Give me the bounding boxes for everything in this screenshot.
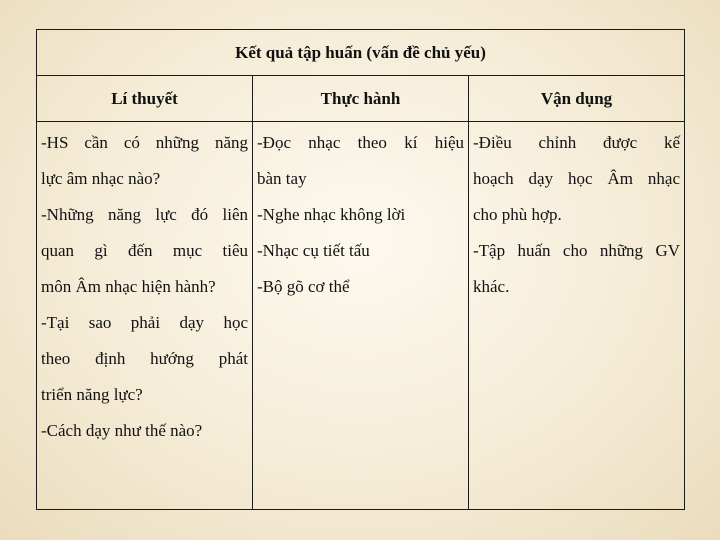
cell-text-line: -Điều chỉnh được kế — [473, 133, 680, 152]
cell-text-line: -Tập huấn cho những GV — [473, 241, 680, 260]
cell-text-line: quan gì đến mục tiêu — [41, 241, 248, 260]
cell-text-line: môn Âm nhạc hiện hành? — [41, 277, 216, 296]
cell-text-line: lực âm nhạc nào? — [41, 169, 161, 188]
practice-cell — [253, 122, 469, 510]
cell-text-line: -Nhạc cụ tiết tấu — [257, 241, 370, 260]
summary-table — [36, 29, 685, 510]
title-row — [37, 30, 685, 76]
theory-cell — [37, 122, 253, 510]
cell-text-line: -Cách dạy như thế nào? — [41, 421, 203, 440]
table-title: Kết quả tập huấn (vấn đề chủ yếu) — [37, 30, 685, 76]
header-row — [37, 76, 685, 122]
application-cell — [469, 122, 685, 510]
header-application: Vận dụng — [469, 76, 685, 122]
cell-text-line: hoạch dạy học Âm nhạc — [473, 169, 680, 188]
cell-text-line: theo định hướng phát — [41, 349, 248, 368]
cell-text-line: -Tại sao phải dạy học — [41, 313, 248, 332]
cell-text-line: cho phù hợp. — [473, 205, 562, 224]
cell-text-line: -Nghe nhạc không lời — [257, 205, 406, 224]
header-theory: Lí thuyết — [37, 76, 253, 122]
cell-text-line: khác. — [473, 277, 510, 296]
cell-text-line: triển năng lực? — [41, 385, 143, 404]
cell-text-line: -Những năng lực đó liên — [41, 205, 248, 224]
cell-text-line: -Đọc nhạc theo kí hiệu — [257, 133, 464, 152]
cell-text-line: bàn tay — [257, 169, 307, 188]
header-practice: Thực hành — [253, 76, 469, 122]
cell-text-line: -Bộ gõ cơ thể — [257, 277, 350, 296]
content-row — [37, 122, 685, 510]
cell-text-line: -HS cần có những năng — [41, 133, 248, 152]
